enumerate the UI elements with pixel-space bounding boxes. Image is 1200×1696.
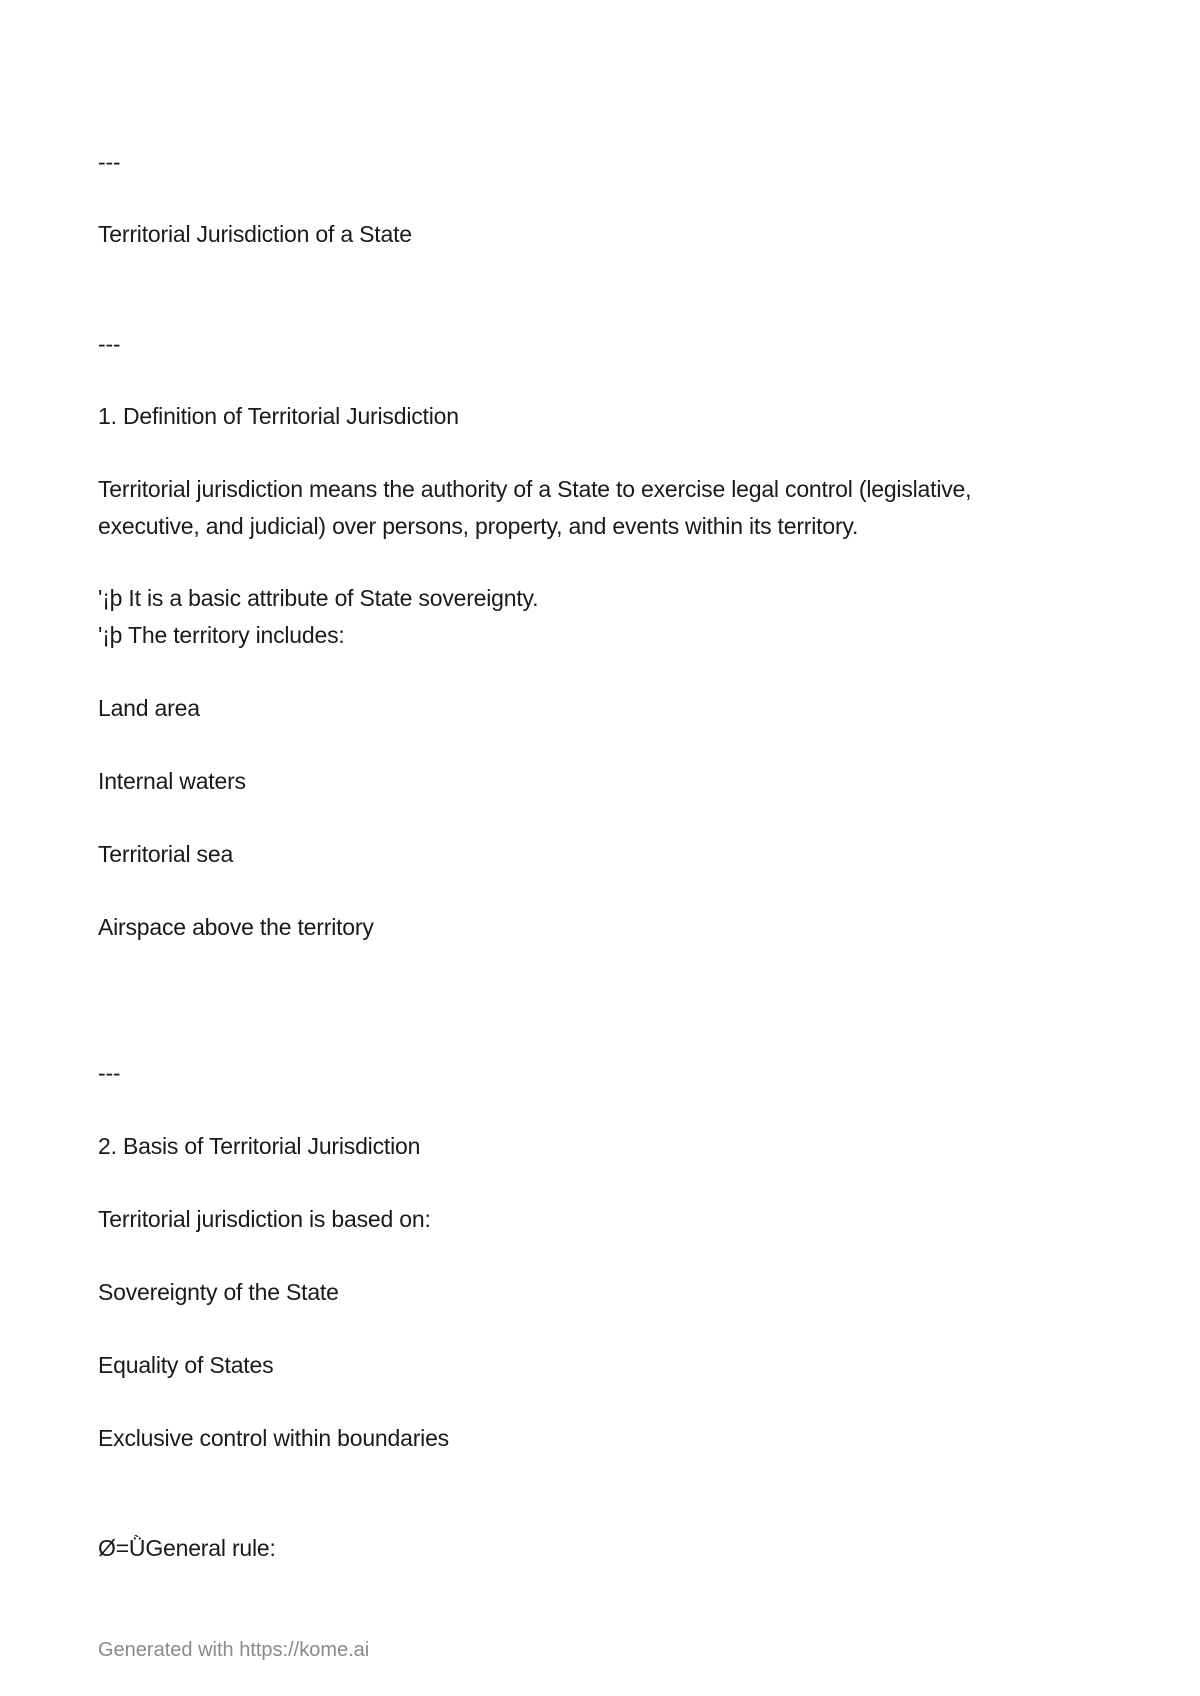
section-1-heading: 1. Definition of Territorial Jurisdiction [98,403,459,429]
list-item: Airspace above the territory [98,914,374,940]
list-item: Equality of States [98,1352,274,1378]
footer-generated-by: Generated with https://kome.ai [98,1639,370,1661]
list-item: Exclusive control within boundaries [98,1425,449,1451]
bullet-point: '¡þ The territory includes: [98,622,345,648]
section-2-intro: Territorial jurisdiction is based on: [98,1206,431,1232]
section-2-heading: 2. Basis of Territorial Jurisdiction [98,1133,421,1159]
list-item: Land area [98,695,200,721]
general-rule-label: Ø=ǛGeneral rule: [98,1535,276,1561]
list-item: Sovereignty of the State [98,1279,339,1305]
document-title: Territorial Jurisdiction of a State [98,221,412,247]
divider: --- [98,331,121,357]
bullet-point: '¡þ It is a basic attribute of State sovereignty. [98,585,539,611]
list-item: Internal waters [98,768,246,794]
list-item: Territorial sea [98,841,234,867]
divider: --- [98,1060,121,1086]
section-1-paragraph: Territorial jurisdiction means the authority of a State to exercise legal control (legislative, executive, and judicial) over persons, property, and events within its territory. [98,476,972,539]
divider: --- [98,149,121,175]
